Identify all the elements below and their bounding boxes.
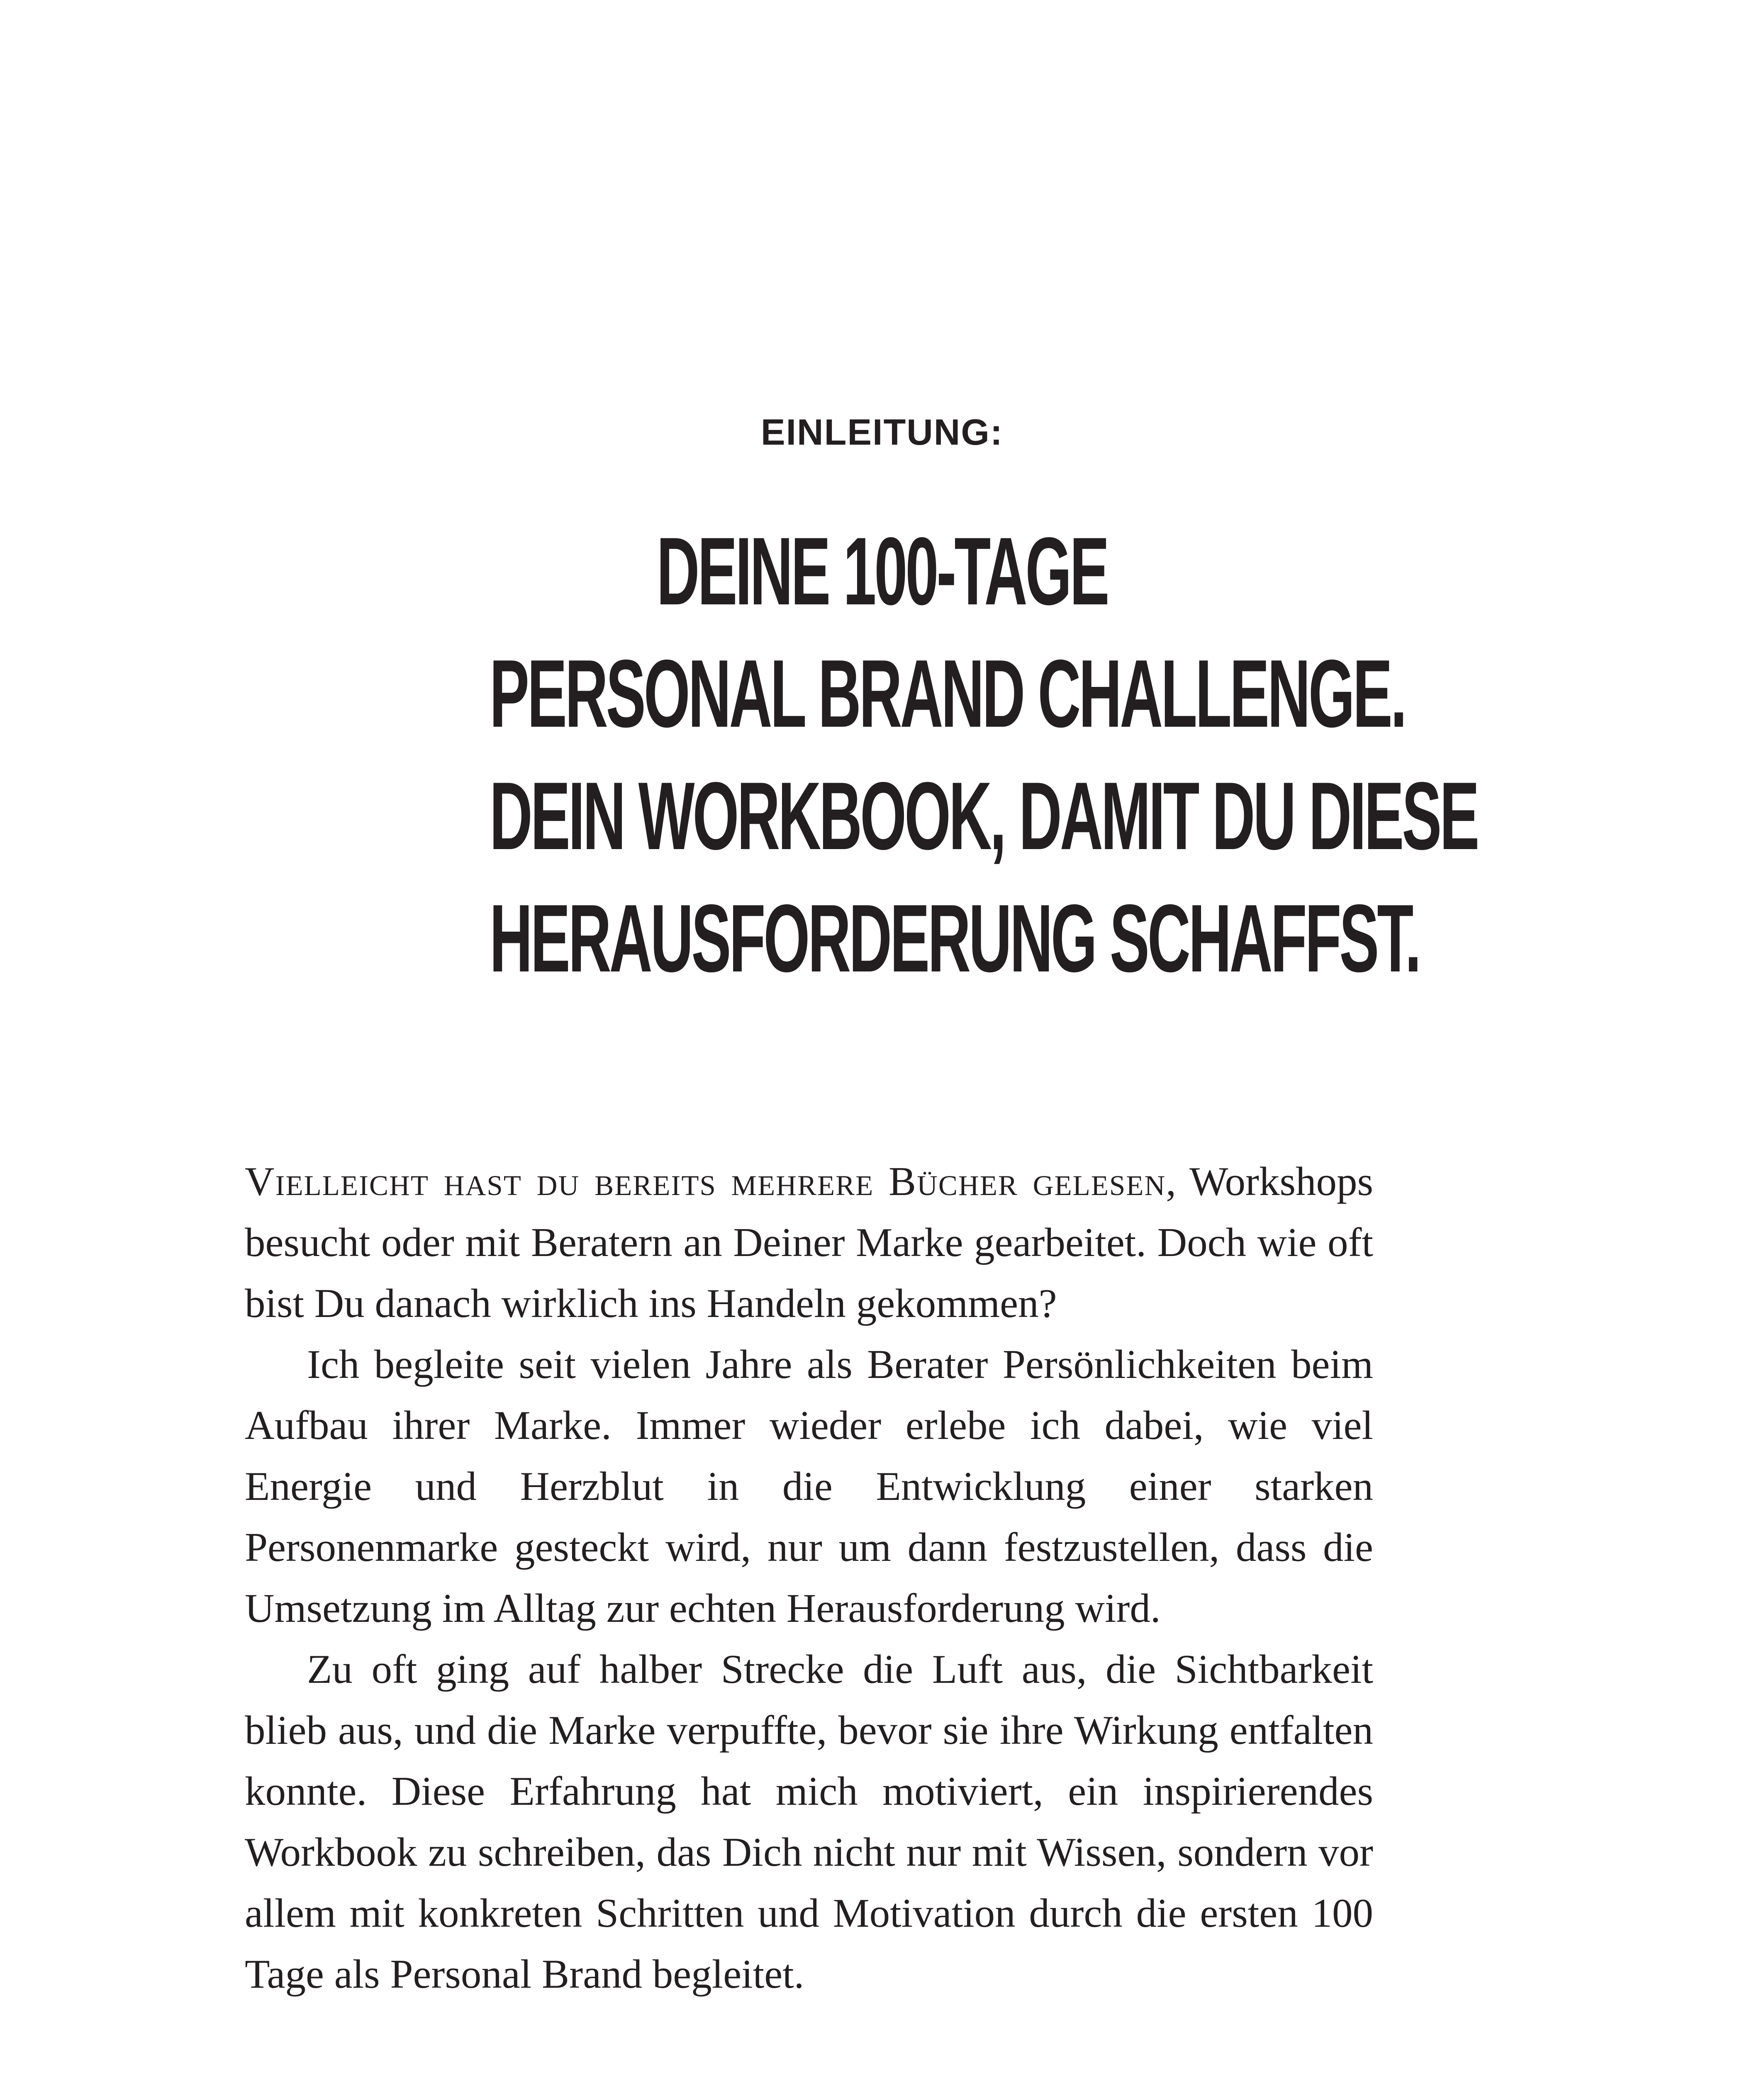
headline-line: HERAUSFORDERUNG SCHAFFST. — [489, 885, 1420, 992]
paragraph-2: Ich begleite seit vielen Jahre als Berater Persönlichkeiten beim Aufbau ihrer Marke. Immer wieder erlebe ich dabei, wie viel Energie und Herzblut in die Entwicklung einer starken Personenmarke gesteckt wird, nur um dann festzustellen, dass die Umsetzung im Alltag zur echten Herausforderung wird. — [245, 1342, 1373, 1631]
headline-line: DEINE 100-TAGE — [656, 518, 1108, 625]
headline-line: PERSONAL BRAND CHALLENGE. — [489, 640, 1405, 747]
paragraph-1 — [245, 1151, 1373, 1334]
headline-line: DEIN WORKBOOK, DAMIT DU DIESE — [489, 762, 1478, 870]
paragraph-lead-in: Vielleicht hast du bereits mehrere Bücher gelesen — [245, 1159, 1166, 1204]
chapter-headline — [249, 510, 1515, 1000]
paragraph-3: Zu oft ging auf halber Strecke die Luft aus, die Sichtbarkeit blieb aus, und die Marke verpuffte, bevor sie ihre Wirkung entfalten konnte. Diese Erfahrung hat mich motiviert, ein inspirierendes Workbook zu schreiben, das Dich nicht nur mit Wissen, sondern vor allem mit konkreten Schritten und Motivation durch die ersten 100 Tage als Personal Brand begleitet. — [245, 1647, 1373, 1997]
body-text — [245, 1151, 1373, 2005]
paragraph-1-text: , Workshops besucht oder mit Beratern an Deiner Marke gearbeitet. Doch wie oft bist Du danach wirklich ins Handeln gekommen? — [245, 1159, 1374, 1326]
chapter-kicker: EINLEITUNG: — [760, 411, 1004, 453]
